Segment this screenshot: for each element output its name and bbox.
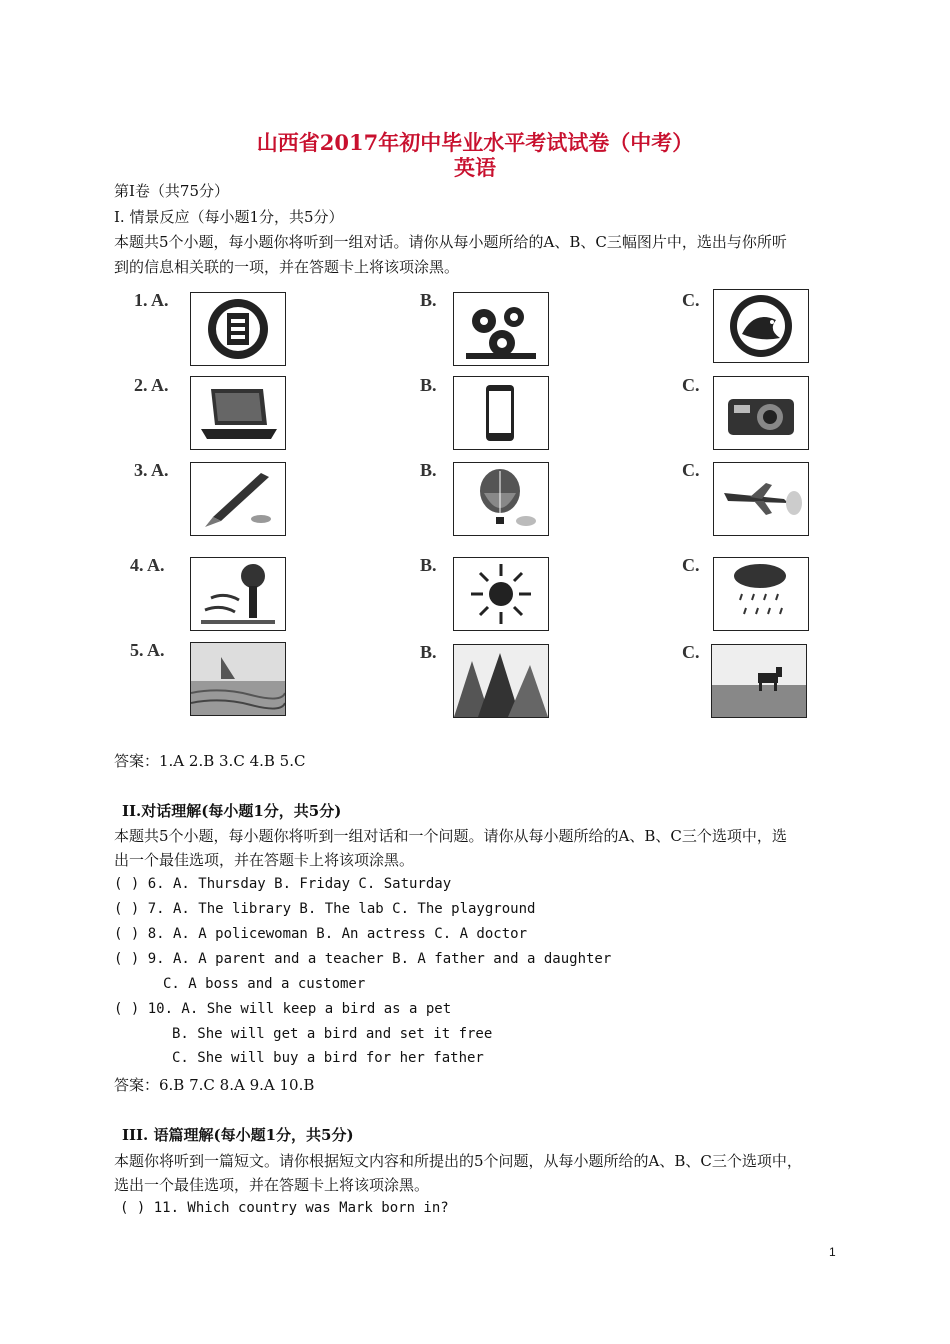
question-10-option-b: B. She will get a bird and set it free [172,1026,493,1042]
mountains-icon[interactable] [453,644,549,718]
section3-instruction-1: 本题你将听到一篇短文。请你根据短文内容和所提出的5个问题，从每小题所给的A、B、C三个选项中， [114,1152,802,1170]
q2-label: 2. A. [134,375,169,395]
question-8: ( ) 8. A. A policewoman B. An actress C. A doctor [114,926,528,942]
q2-b-label: B. [420,375,437,395]
question-7: ( ) 7. A. The library B. The lab C. The playground [114,901,536,917]
hot-air-balloon-icon[interactable] [453,462,549,536]
section1-instruction-1: 本题共5个小题，每小题你将听到一组对话。请你从每小题所给的A、B、C三幅图片中，选出与你所听 [114,233,787,251]
section2-instruction-2: 出一个最佳选项，并在答题卡上将该项涂黑。 [114,851,415,869]
q1-b-label: B. [420,290,437,310]
sun-icon[interactable] [453,557,549,631]
windy-tree-icon[interactable] [190,557,286,631]
q4-b-label: B. [420,555,437,575]
paper-cut-circle-icon[interactable] [190,292,286,366]
section2-instruction-1: 本题共5个小题，每小题你将听到一组对话和一个问题。请你从每小题所给的A、B、C三个选项中，选 [114,827,787,845]
exam-subject: 英语 [454,155,496,180]
q5-c-label: C. [682,642,700,662]
beach-sailboat-icon[interactable] [190,642,286,716]
q5-label: 5. A. [130,640,165,660]
section1-instruction-2: 到的信息相关联的一项，并在答题卡上将该项涂黑。 [114,258,460,276]
exam-title: 山西省2017年初中毕业水平考试试卷（中考） [256,130,694,155]
grassland-horse-icon[interactable] [711,644,807,718]
rocket-icon[interactable] [190,462,286,536]
question-9: ( ) 9. A. A parent and a teacher B. A father and a daughter [114,951,612,967]
smartphone-icon[interactable] [453,376,549,450]
laptop-icon[interactable] [190,376,286,450]
question-10-option-c: C. She will buy a bird for her father [172,1050,484,1066]
paper-cut-flowers-icon[interactable] [453,292,549,366]
question-9-option-c: C. A boss and a customer [163,976,366,992]
section3-instruction-2: 选出一个最佳选项，并在答题卡上将该项涂黑。 [114,1176,430,1194]
airplane-icon[interactable] [713,462,809,536]
question-10: ( ) 10. A. She will keep a bird as a pet [114,1001,452,1017]
q1-label: 1. A. [134,290,169,310]
q5-b-label: B. [420,642,437,662]
q2-c-label: C. [682,375,700,395]
section2-answer: 答案：6.B 7.C 8.A 9.A 10.B [114,1076,315,1094]
q4-label: 4. A. [130,555,165,575]
section3-heading: III. 语篇理解(每小题1分，共5分) [122,1126,354,1144]
q3-label: 3. A. [134,460,169,480]
section1-heading: I. 情景反应（每小题1分，共5分） [114,208,344,226]
q1-c-label: C. [682,290,700,310]
question-6: ( ) 6. A. Thursday B. Friday C. Saturday [114,876,452,892]
section2-heading: II.对话理解(每小题1分，共5分) [122,802,342,820]
paper-cut-bird-icon[interactable] [713,289,809,363]
section1-answer: 答案：1.A 2.B 3.C 4.B 5.C [114,752,306,770]
camera-icon[interactable] [713,376,809,450]
q4-c-label: C. [682,555,700,575]
page-number: 1 [829,1245,836,1259]
q3-b-label: B. [420,460,437,480]
rain-cloud-icon[interactable] [713,557,809,631]
question-11: ( ) 11. Which country was Mark born in? [120,1200,449,1216]
q3-c-label: C. [682,460,700,480]
volume-heading: 第I卷（共75分） [114,182,230,200]
